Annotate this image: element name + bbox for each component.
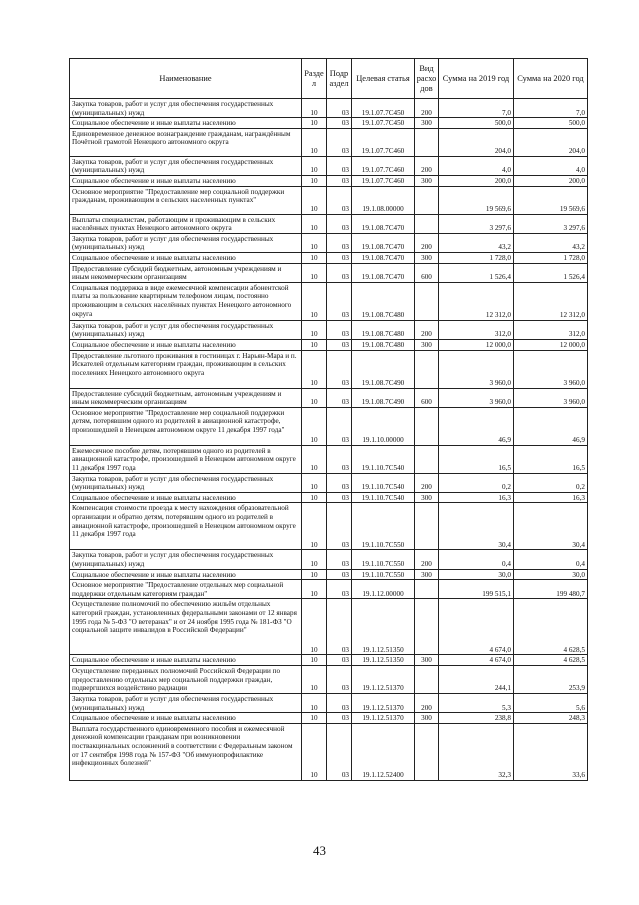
row-target-article: 19.1.08.00000 — [352, 186, 415, 214]
budget-table-container — [69, 58, 587, 781]
row-expense-type: 200 — [415, 99, 439, 118]
row-name: Социальное обеспечение и иные выплаты населению — [70, 492, 302, 503]
table-row — [70, 350, 588, 388]
table-row — [70, 118, 588, 129]
row-razdel: 10 — [302, 407, 327, 445]
row-target-article: 19.1.08.7С490 — [352, 388, 415, 407]
row-expense-type: 300 — [415, 252, 439, 263]
row-sum-2020: 30,4 — [514, 503, 588, 550]
row-razdel: 10 — [302, 473, 327, 492]
row-expense-type: 200 — [415, 233, 439, 252]
table-row — [70, 655, 588, 666]
row-sum-2020: 3 960,0 — [514, 350, 588, 388]
row-podrazdel: 03 — [327, 713, 352, 724]
table-row — [70, 99, 588, 118]
row-target-article: 19.1.12.51350 — [352, 599, 415, 655]
table-row — [70, 339, 588, 350]
row-sum-2019: 30,4 — [439, 503, 514, 550]
row-sum-2019: 16,3 — [439, 492, 514, 503]
row-name: Предоставление субсидий бюджетным, автономным учреждениям и иным некоммерческим организациям — [70, 263, 302, 282]
row-sum-2019: 3 960,0 — [439, 388, 514, 407]
row-podrazdel: 03 — [327, 723, 352, 780]
row-sum-2020: 7,0 — [514, 99, 588, 118]
row-sum-2019: 500,0 — [439, 118, 514, 129]
row-sum-2020: 19 569,6 — [514, 186, 588, 214]
table-body — [70, 99, 588, 781]
row-sum-2020: 5,6 — [514, 694, 588, 713]
row-sum-2020: 16,3 — [514, 492, 588, 503]
row-target-article: 19.1.08.7С480 — [352, 339, 415, 350]
row-podrazdel: 03 — [327, 186, 352, 214]
page-number: 43 — [313, 843, 326, 858]
row-podrazdel: 03 — [327, 263, 352, 282]
row-target-article: 19.1.12.00000 — [352, 580, 415, 599]
row-razdel: 10 — [302, 99, 327, 118]
row-razdel: 10 — [302, 580, 327, 599]
row-sum-2019: 32,3 — [439, 723, 514, 780]
row-target-article: 19.1.07.7С460 — [352, 156, 415, 175]
row-name: Основное мероприятие "Предоставление отдельных мер социальной поддержки отдельным категориям граждан" — [70, 580, 302, 599]
table-row — [70, 713, 588, 724]
row-razdel: 10 — [302, 599, 327, 655]
table-row — [70, 214, 588, 233]
budget-table — [69, 58, 588, 781]
row-podrazdel: 03 — [327, 445, 352, 473]
row-sum-2019: 12 312,0 — [439, 282, 514, 320]
row-sum-2019: 30,0 — [439, 569, 514, 580]
row-podrazdel: 03 — [327, 569, 352, 580]
row-expense-type — [415, 445, 439, 473]
row-podrazdel: 03 — [327, 655, 352, 666]
row-sum-2019: 238,8 — [439, 713, 514, 724]
row-expense-type: 300 — [415, 655, 439, 666]
row-sum-2020: 4,0 — [514, 156, 588, 175]
row-sum-2020: 12 312,0 — [514, 282, 588, 320]
row-target-article: 19.1.10.7С550 — [352, 503, 415, 550]
row-expense-type — [415, 350, 439, 388]
row-sum-2020: 30,0 — [514, 569, 588, 580]
row-razdel: 10 — [302, 156, 327, 175]
row-expense-type: 300 — [415, 569, 439, 580]
row-expense-type — [415, 186, 439, 214]
table-row — [70, 503, 588, 550]
table-row — [70, 723, 588, 780]
row-razdel: 10 — [302, 175, 327, 186]
row-sum-2019: 1 728,0 — [439, 252, 514, 263]
table-row — [70, 186, 588, 214]
row-razdel: 10 — [302, 233, 327, 252]
row-podrazdel: 03 — [327, 214, 352, 233]
header-sum-2020: Сумма на 2020 год — [514, 59, 588, 99]
table-row — [70, 128, 588, 156]
row-expense-type: 200 — [415, 473, 439, 492]
row-target-article: 19.1.10.7С550 — [352, 569, 415, 580]
row-podrazdel: 03 — [327, 407, 352, 445]
row-target-article: 19.1.10.7С550 — [352, 550, 415, 569]
row-expense-type — [415, 666, 439, 694]
row-name: Социальное обеспечение и иные выплаты населению — [70, 569, 302, 580]
row-expense-type — [415, 723, 439, 780]
table-row — [70, 282, 588, 320]
table-row — [70, 252, 588, 263]
row-razdel: 10 — [302, 320, 327, 339]
row-expense-type: 300 — [415, 713, 439, 724]
row-razdel: 10 — [302, 655, 327, 666]
row-sum-2020: 43,2 — [514, 233, 588, 252]
row-expense-type: 600 — [415, 263, 439, 282]
table-row — [70, 445, 588, 473]
row-expense-type — [415, 282, 439, 320]
row-expense-type: 300 — [415, 118, 439, 129]
row-expense-type: 200 — [415, 550, 439, 569]
row-razdel: 10 — [302, 339, 327, 350]
row-expense-type: 200 — [415, 320, 439, 339]
row-name: Компенсация стоимости проезда к месту нахождения образовательной организации и обратно детям, потерявшим одного из родителей в авиационной катастрофе, произошедшей в Ненецком автономном округе 11 декабря 1997 года — [70, 503, 302, 550]
row-target-article: 19.1.10.7С540 — [352, 492, 415, 503]
row-name: Социальное обеспечение и иные выплаты населению — [70, 252, 302, 263]
row-sum-2020: 312,0 — [514, 320, 588, 339]
row-razdel: 10 — [302, 445, 327, 473]
row-sum-2019: 199 515,1 — [439, 580, 514, 599]
row-sum-2019: 16,5 — [439, 445, 514, 473]
table-row — [70, 550, 588, 569]
row-sum-2020: 200,0 — [514, 175, 588, 186]
row-podrazdel: 03 — [327, 473, 352, 492]
row-expense-type: 600 — [415, 388, 439, 407]
row-sum-2019: 46,9 — [439, 407, 514, 445]
row-razdel: 10 — [302, 128, 327, 156]
row-name: Предоставление субсидий бюджетным, автономным учреждениям и иным некоммерческим организациям — [70, 388, 302, 407]
row-target-article: 19.1.12.51370 — [352, 713, 415, 724]
row-target-article: 19.1.10.7С540 — [352, 473, 415, 492]
row-target-article: 19.1.12.52400 — [352, 723, 415, 780]
row-expense-type: 300 — [415, 339, 439, 350]
row-razdel: 10 — [302, 350, 327, 388]
table-row — [70, 569, 588, 580]
row-sum-2019: 1 526,4 — [439, 263, 514, 282]
row-name: Социальное обеспечение и иные выплаты населению — [70, 175, 302, 186]
header-target-article: Целевая статья — [352, 59, 415, 99]
row-sum-2020: 0,4 — [514, 550, 588, 569]
row-target-article: 19.1.08.7С480 — [352, 282, 415, 320]
row-razdel: 10 — [302, 713, 327, 724]
row-name: Осуществление полномочий по обеспечению жильём отдельных категорий граждан, установленных федеральными законами от 12 января 1995 года № 5-ФЗ "О ветеранах" и от 24 ноября 1995 года № 181-ФЗ "О социальной защите инвалидов в Российской Федерации" — [70, 599, 302, 655]
row-razdel: 10 — [302, 694, 327, 713]
row-name: Выплата государственного единовременного пособия и ежемесячной денежной компенсации гражданам при возникновении поствакцинальных осложнений в соответствии с Федеральным законом от 17 сентября 1998 года № 157-ФЗ "Об иммунопрофилактике инфекционных болезней" — [70, 723, 302, 780]
row-razdel: 10 — [302, 569, 327, 580]
row-razdel: 10 — [302, 263, 327, 282]
row-name: Ежемесячное пособие детям, потерявшим одного из родителей в авиационной катастрофе, произошедшей в Ненецком автономном округе 11 декабря 1997 года — [70, 445, 302, 473]
row-razdel: 10 — [302, 723, 327, 780]
row-sum-2019: 4,0 — [439, 156, 514, 175]
row-sum-2020: 12 000,0 — [514, 339, 588, 350]
row-sum-2020: 253,9 — [514, 666, 588, 694]
row-target-article: 19.1.07.7С460 — [352, 128, 415, 156]
row-target-article: 19.1.12.51350 — [352, 655, 415, 666]
row-podrazdel: 03 — [327, 175, 352, 186]
table-row — [70, 666, 588, 694]
row-podrazdel: 03 — [327, 694, 352, 713]
row-sum-2019: 4 674,0 — [439, 655, 514, 666]
row-expense-type — [415, 128, 439, 156]
row-sum-2020: 199 480,7 — [514, 580, 588, 599]
table-row — [70, 156, 588, 175]
row-sum-2019: 5,3 — [439, 694, 514, 713]
header-expense-type: Вид расхо дов — [415, 59, 439, 99]
header-razdel: Разде л — [302, 59, 327, 99]
row-razdel: 10 — [302, 503, 327, 550]
row-target-article: 19.1.10.00000 — [352, 407, 415, 445]
row-name: Социальное обеспечение и иные выплаты населению — [70, 655, 302, 666]
table-row — [70, 388, 588, 407]
row-podrazdel: 03 — [327, 118, 352, 129]
row-name: Осуществление переданных полномочий Российской Федерации по предоставлению отдельных мер социальной поддержки граждан, подвергшихся воздействию радиации — [70, 666, 302, 694]
row-podrazdel: 03 — [327, 252, 352, 263]
row-sum-2019: 0,4 — [439, 550, 514, 569]
row-expense-type — [415, 503, 439, 550]
row-expense-type: 300 — [415, 175, 439, 186]
row-razdel: 10 — [302, 214, 327, 233]
row-podrazdel: 03 — [327, 128, 352, 156]
table-row — [70, 580, 588, 599]
header-podrazdel: Подр аздел — [327, 59, 352, 99]
row-sum-2020: 0,2 — [514, 473, 588, 492]
row-sum-2020: 1 526,4 — [514, 263, 588, 282]
row-podrazdel: 03 — [327, 388, 352, 407]
row-expense-type: 200 — [415, 156, 439, 175]
row-sum-2020: 500,0 — [514, 118, 588, 129]
row-name: Единовременное денежное вознаграждение гражданам, награждённым Почётной грамотой Ненецкого автономного округа — [70, 128, 302, 156]
table-row — [70, 263, 588, 282]
row-name: Социальное обеспечение и иные выплаты населению — [70, 713, 302, 724]
header-name: Наименование — [70, 59, 302, 99]
row-sum-2019: 312,0 — [439, 320, 514, 339]
row-expense-type: 300 — [415, 492, 439, 503]
table-row — [70, 599, 588, 655]
row-podrazdel: 03 — [327, 550, 352, 569]
row-podrazdel: 03 — [327, 320, 352, 339]
row-podrazdel: 03 — [327, 503, 352, 550]
row-name: Закупка товаров, работ и услуг для обеспечения государственных (муниципальных) нужд — [70, 694, 302, 713]
row-expense-type: 200 — [415, 694, 439, 713]
row-podrazdel: 03 — [327, 156, 352, 175]
row-razdel: 10 — [302, 492, 327, 503]
table-row — [70, 407, 588, 445]
row-sum-2019: 7,0 — [439, 99, 514, 118]
row-name: Социальная поддержка в виде ежемесячной компенсации абонентской платы за пользование квартирным телефоном лицам, постоянно проживающим в сельских населённых пунктах Ненецкого автономного округа — [70, 282, 302, 320]
row-sum-2020: 16,5 — [514, 445, 588, 473]
row-sum-2020: 33,6 — [514, 723, 588, 780]
row-sum-2019: 204,0 — [439, 128, 514, 156]
row-razdel: 10 — [302, 550, 327, 569]
row-razdel: 10 — [302, 118, 327, 129]
row-expense-type — [415, 407, 439, 445]
row-target-article: 19.1.08.7С490 — [352, 350, 415, 388]
row-target-article: 19.1.07.7С450 — [352, 99, 415, 118]
row-sum-2019: 0,2 — [439, 473, 514, 492]
row-sum-2020: 1 728,0 — [514, 252, 588, 263]
row-sum-2019: 19 569,6 — [439, 186, 514, 214]
row-razdel: 10 — [302, 388, 327, 407]
row-target-article: 19.1.08.7С480 — [352, 320, 415, 339]
row-target-article: 19.1.08.7С470 — [352, 252, 415, 263]
row-podrazdel: 03 — [327, 580, 352, 599]
row-razdel: 10 — [302, 252, 327, 263]
row-target-article: 19.1.08.7С470 — [352, 214, 415, 233]
row-sum-2020: 248,3 — [514, 713, 588, 724]
row-target-article: 19.1.07.7С460 — [352, 175, 415, 186]
row-sum-2020: 46,9 — [514, 407, 588, 445]
row-sum-2020: 204,0 — [514, 128, 588, 156]
row-podrazdel: 03 — [327, 666, 352, 694]
row-name: Закупка товаров, работ и услуг для обеспечения государственных (муниципальных) нужд — [70, 233, 302, 252]
row-sum-2019: 3 960,0 — [439, 350, 514, 388]
row-name: Закупка товаров, работ и услуг для обеспечения государственных (муниципальных) нужд — [70, 320, 302, 339]
row-target-article: 19.1.08.7С470 — [352, 233, 415, 252]
table-row — [70, 175, 588, 186]
row-expense-type — [415, 580, 439, 599]
row-target-article: 19.1.08.7С470 — [352, 263, 415, 282]
row-name: Предоставление льготного проживания в гостиницах г. Нарьян-Мара и п. Искателей отдельным категориям граждан, проживающим в сельских поселениях Ненецкого автономного округа — [70, 350, 302, 388]
row-podrazdel: 03 — [327, 339, 352, 350]
row-target-article: 19.1.07.7С450 — [352, 118, 415, 129]
row-expense-type — [415, 214, 439, 233]
table-row — [70, 473, 588, 492]
table-row — [70, 320, 588, 339]
row-name: Социальное обеспечение и иные выплаты населению — [70, 118, 302, 129]
header-sum-2019: Сумма на 2019 год — [439, 59, 514, 99]
row-name: Выплаты специалистам, работающим и проживающим в сельских населённых пунктах Ненецкого автономного округа — [70, 214, 302, 233]
row-sum-2019: 200,0 — [439, 175, 514, 186]
table-row — [70, 694, 588, 713]
row-name: Основное мероприятие "Предоставление мер социальной поддержки детям, потерявшим одного из родителей в авиационной катастрофе, произошедшей в Ненецком автономном округе 11 декабря 1997 года" — [70, 407, 302, 445]
row-razdel: 10 — [302, 186, 327, 214]
row-podrazdel: 03 — [327, 233, 352, 252]
row-sum-2019: 4 674,0 — [439, 599, 514, 655]
row-target-article: 19.1.12.51370 — [352, 694, 415, 713]
row-target-article: 19.1.12.51370 — [352, 666, 415, 694]
table-header-row — [70, 59, 588, 99]
row-sum-2020: 4 628,5 — [514, 655, 588, 666]
row-name: Социальное обеспечение и иные выплаты населению — [70, 339, 302, 350]
row-target-article: 19.1.10.7С540 — [352, 445, 415, 473]
table-row — [70, 233, 588, 252]
row-name: Закупка товаров, работ и услуг для обеспечения государственных (муниципальных) нужд — [70, 156, 302, 175]
row-sum-2020: 3 297,6 — [514, 214, 588, 233]
row-razdel: 10 — [302, 666, 327, 694]
row-podrazdel: 03 — [327, 599, 352, 655]
row-sum-2020: 3 960,0 — [514, 388, 588, 407]
row-podrazdel: 03 — [327, 282, 352, 320]
row-sum-2019: 43,2 — [439, 233, 514, 252]
row-name: Закупка товаров, работ и услуг для обеспечения государственных (муниципальных) нужд — [70, 550, 302, 569]
row-podrazdel: 03 — [327, 99, 352, 118]
row-expense-type — [415, 599, 439, 655]
row-podrazdel: 03 — [327, 492, 352, 503]
row-razdel: 10 — [302, 282, 327, 320]
row-podrazdel: 03 — [327, 350, 352, 388]
table-row — [70, 492, 588, 503]
row-name: Основное мероприятие "Предоставление мер социальной поддержки гражданам, проживающим в сельских населенных пунктах" — [70, 186, 302, 214]
row-name: Закупка товаров, работ и услуг для обеспечения государственных (муниципальных) нужд — [70, 99, 302, 118]
row-sum-2020: 4 628,5 — [514, 599, 588, 655]
row-sum-2019: 244,1 — [439, 666, 514, 694]
row-sum-2019: 12 000,0 — [439, 339, 514, 350]
row-sum-2019: 3 297,6 — [439, 214, 514, 233]
row-name: Закупка товаров, работ и услуг для обеспечения государственных (муниципальных) нужд — [70, 473, 302, 492]
